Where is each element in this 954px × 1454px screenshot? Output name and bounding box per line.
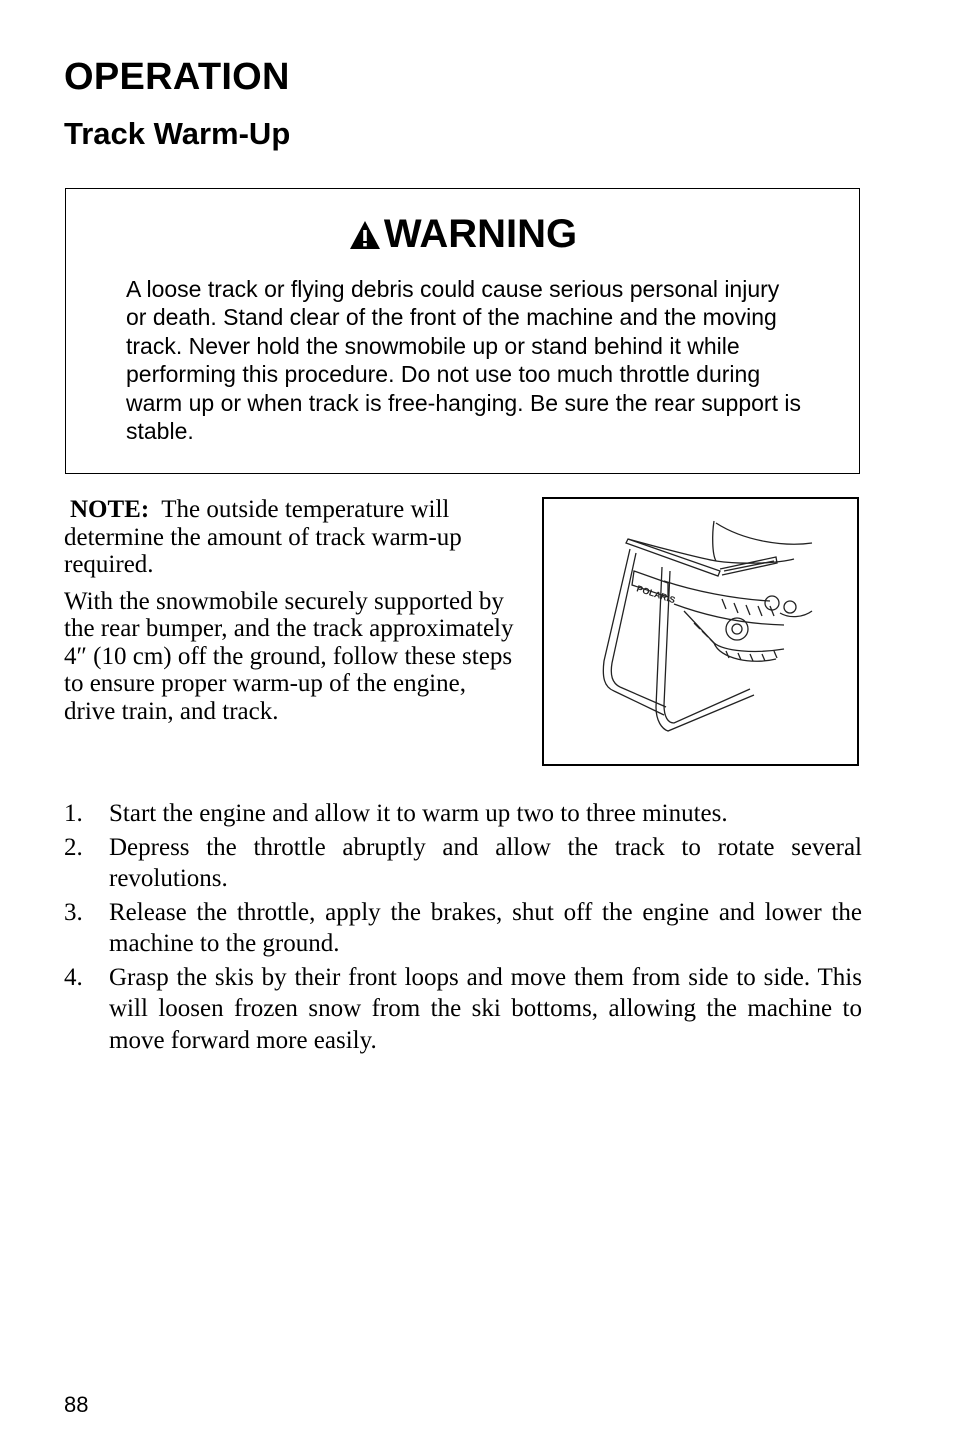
note-text: The outside temperature will determine the amount of track warm-up required. <box>64 496 462 578</box>
warning-text: A loose track or flying debris could cause serious personal injury or death. Stand clear of the front of the machine and the moving track. Never hold the snowmobile up or stand behind it while performing this procedure. Do not use too much throttle during warm up or when track is free-hanging. Be sure the rear support is stable. <box>126 276 801 445</box>
stand-label: POLARIS <box>635 583 677 606</box>
step-number: 4. <box>64 963 83 991</box>
snowmobile-on-rear-stand-illustration <box>544 499 857 764</box>
step-text: Grasp the skis by their front loops and move them from side to side. This will loosen frozen snow from the ski bottoms, allowing the machine to move forward more easily. <box>109 963 862 1054</box>
warning-box <box>65 188 860 474</box>
intro-column <box>64 496 514 734</box>
step-number: 1. <box>64 800 83 827</box>
warning-heading <box>66 211 859 257</box>
step-text: Release the throttle, apply the brakes, shut off the engine and lower the machine to the ground. <box>109 898 862 957</box>
steps-list <box>64 798 862 1058</box>
list-item <box>64 962 862 1057</box>
intro-paragraph: With the snowmobile securely supported by the rear bumper, and the track approximately 4″ (10 cm) off the ground, follow these steps to ensure proper warm-up of the engine, drive train, and track. <box>64 587 514 725</box>
list-item <box>64 897 862 960</box>
page-number: 88 <box>64 1392 89 1417</box>
list-item <box>64 798 862 830</box>
step-number: 3. <box>64 898 83 926</box>
page-subtitle: Track Warm-Up <box>64 116 291 151</box>
figure-frame <box>542 497 859 766</box>
step-text: Depress the throttle abruptly and allow the track to rotate several revolutions. <box>109 833 862 892</box>
step-number: 2. <box>64 833 83 861</box>
note-paragraph <box>64 496 514 579</box>
list-item <box>64 832 862 895</box>
section-title: OPERATION <box>64 56 290 98</box>
step-text: Start the engine and allow it to warm up two to three minutes. <box>109 800 728 827</box>
warning-label: WARNING <box>383 212 578 256</box>
note-label: NOTE: <box>70 496 150 523</box>
warning-triangle-icon <box>348 219 382 251</box>
